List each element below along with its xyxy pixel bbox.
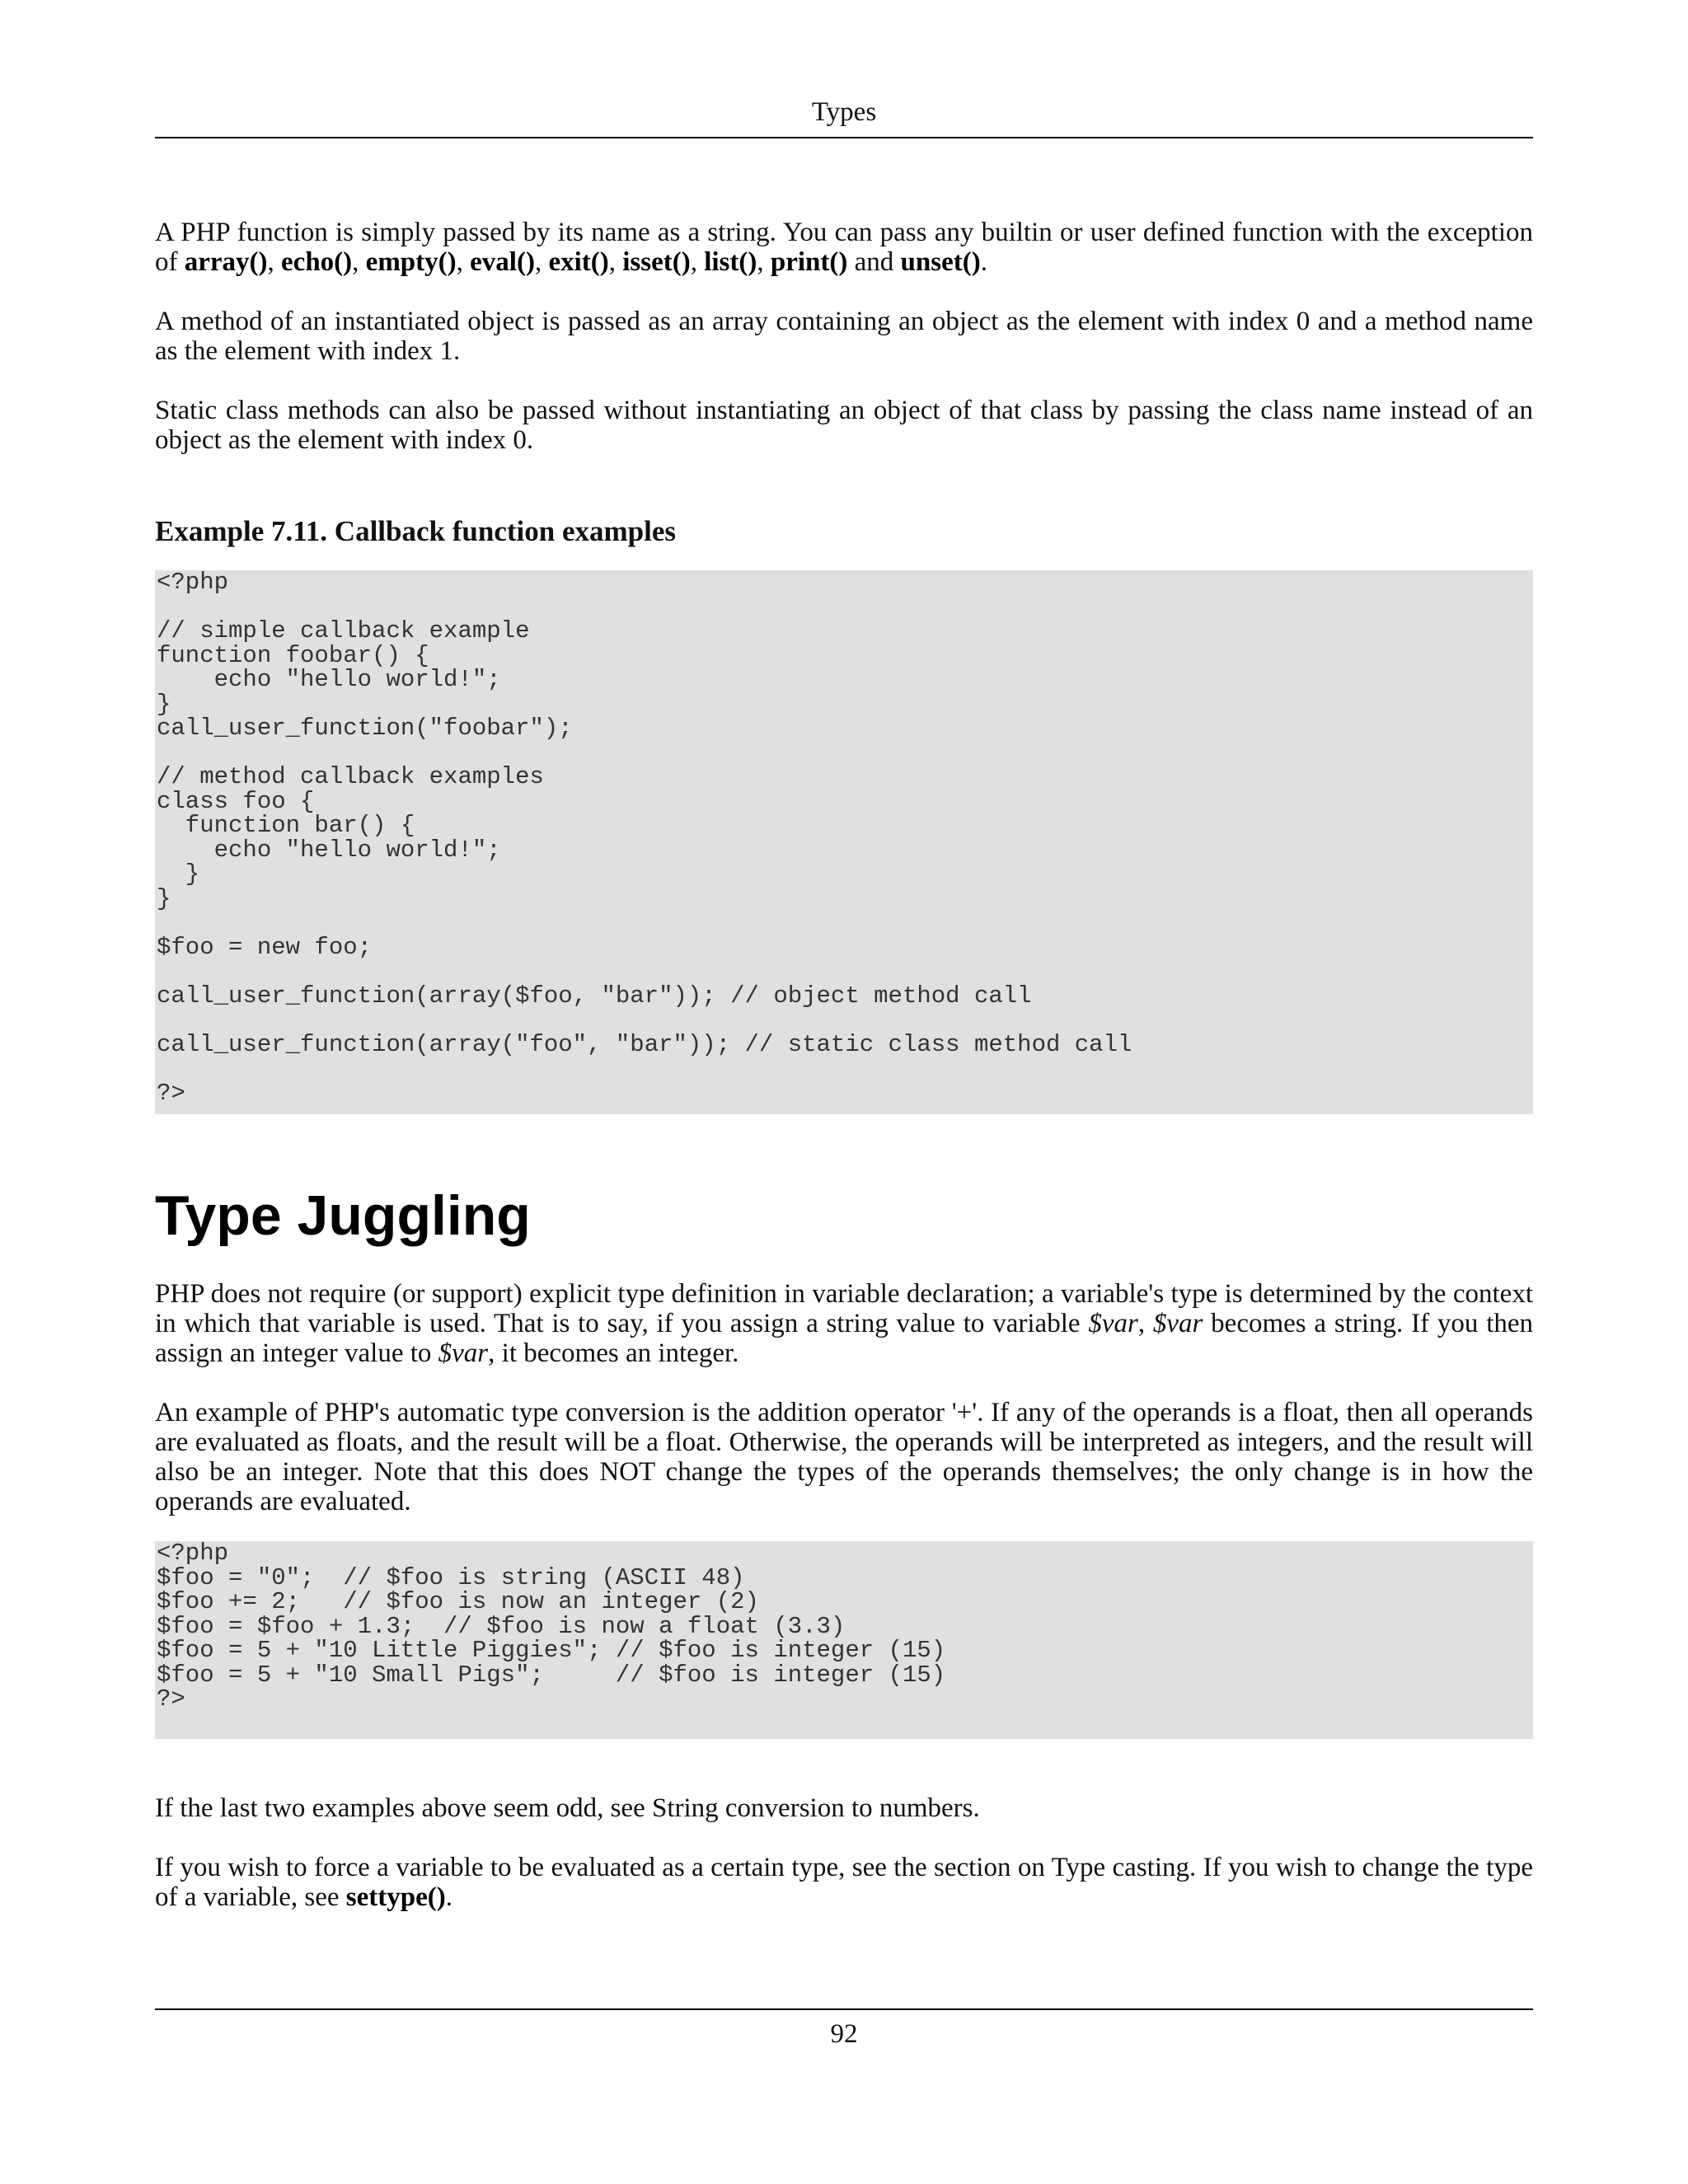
var-name: $var [1088, 1309, 1138, 1338]
separator: , [456, 247, 471, 277]
page-content [155, 218, 1533, 1912]
separator: , [690, 247, 705, 277]
intro-paragraph-static-method: Static class methods can also be passed without instantiating an object of that class by passing the class name instead of an object as the element with index 0. [155, 396, 1533, 455]
paragraph-text: PHP does not require (or support) explicit type definition in variable declaration; a variable's type is determined by the context in which that variable is used. That is to say, if you assign a string value to variable [155, 1279, 1533, 1338]
fn-array: array() [184, 247, 268, 277]
separator: , [352, 247, 366, 277]
section-heading: Type Juggling [155, 1184, 531, 1247]
type-juggling-paragraph-1 [155, 1279, 1533, 1368]
page-number: 92 [830, 2019, 858, 2049]
separator: , [267, 247, 282, 277]
period: . [980, 247, 987, 277]
separator: , [1137, 1309, 1153, 1338]
and-word: and [847, 247, 901, 277]
callback-code-block: <?php // simple callback example function foobar() { echo "hello world!"; } call_user_function("foobar"); // method callback examples class foo { function bar() { echo "hello world!"; } } $foo = new foo; call_user_function(array($foo, "bar")); // object method call call_user_function(array("foo", "bar")); // static class method call ?> [155, 570, 1533, 1114]
fn-print: print() [770, 247, 848, 277]
footer-rule [155, 2008, 1533, 2010]
fn-exit: exit() [548, 247, 609, 277]
type-juggling-paragraph-2: An example of PHP's automatic type conversion is the addition operator '+'. If any of the operands is a float, then all operands are evaluated as floats, and the result will be a float. Otherwise, the operands will be interpreted as integers, and the result will also be an integer. Note that this does NOT change the types of the operands themselves; the only change is in how the operands are evaluated. [155, 1398, 1533, 1516]
fn-settype: settype() [345, 1882, 446, 1912]
running-header: Types [811, 97, 877, 127]
type-juggling-paragraph-3: If the last two examples above seem odd, see String conversion to numbers. [155, 1793, 980, 1823]
intro-text: A PHP function is simply passed by its name as a string. You can pass any builtin or user defined function with the exception of [155, 218, 1533, 277]
fn-eval: eval() [470, 247, 535, 277]
type-juggling-code-block: <?php $foo = "0"; // $foo is string (ASCII 48) $foo += 2; // $foo is now an integer (2) $foo = $foo + 1.3; // $foo is now a float (3.3) $foo = 5 + "10 Little Piggies"; // $foo is integer (15) $foo = 5 + "10 Small Pigs"; // $foo is integer (15) ?> [155, 1541, 1533, 1739]
separator: , [534, 247, 549, 277]
example-title: Example 7.11. Callback function examples [155, 515, 676, 547]
header-rule [155, 137, 1533, 138]
paragraph-text: , it becomes an integer. [488, 1338, 739, 1368]
var-name: $var [1152, 1309, 1203, 1338]
intro-paragraph-callable-functions [155, 218, 1533, 277]
paragraph-text: becomes a string. If you then assign an integer value to [155, 1309, 1534, 1368]
paragraph-text: If you wish to force a variable to be evaluated as a certain type, see the section on Type casting. If you wish to change the type of a variable, see [155, 1853, 1533, 1912]
separator: , [608, 247, 623, 277]
fn-unset: unset() [900, 247, 981, 277]
fn-empty: empty() [365, 247, 457, 277]
period: . [445, 1882, 452, 1912]
separator: , [757, 247, 771, 277]
intro-paragraph-object-method: A method of an instantiated object is passed as an array containing an object as the element with index 0 and a method name as the element with index 1. [155, 307, 1533, 366]
var-name: $var [438, 1338, 489, 1368]
fn-echo: echo() [281, 247, 353, 277]
fn-isset: isset() [622, 247, 691, 277]
type-juggling-paragraph-4 [155, 1853, 1533, 1912]
fn-list: list() [704, 247, 757, 277]
